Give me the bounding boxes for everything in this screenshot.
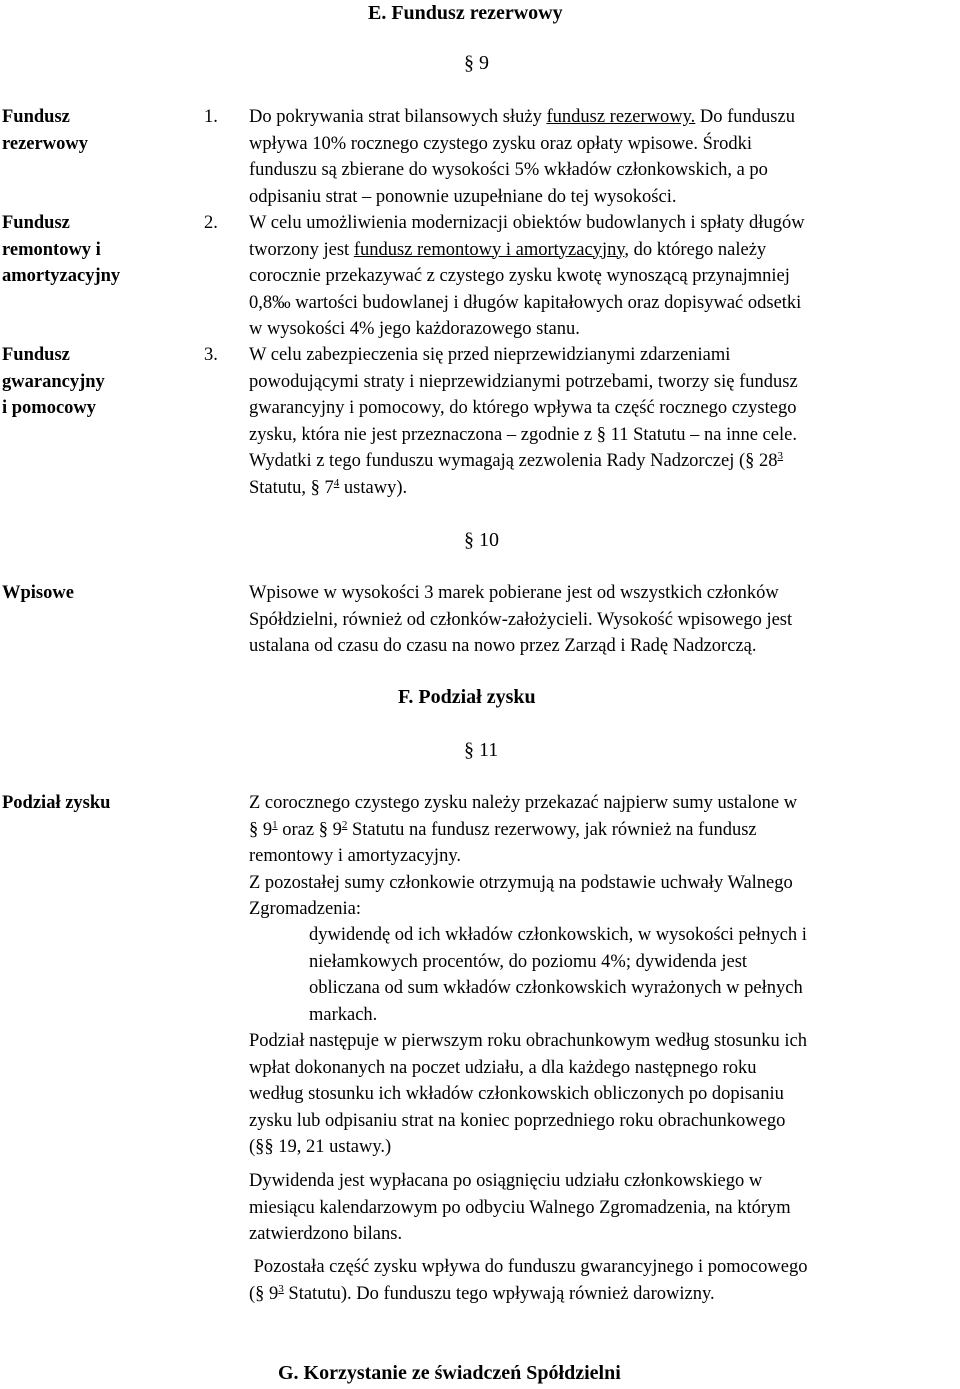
paragraph-11-block-d bbox=[249, 1028, 807, 1161]
margin-label-line: gwarancyjny bbox=[2, 371, 105, 392]
text-line: w wysokości 4% jego każdorazowego stanu. bbox=[249, 319, 580, 339]
text-line: markach. bbox=[309, 1004, 378, 1025]
text-line: W celu zabezpieczenia się przed nieprzewidzianymi zdarzeniami bbox=[249, 345, 731, 365]
text-line: W celu umożliwienia modernizacji obiektów budowlanych i spłaty długów bbox=[249, 213, 805, 233]
text-line: Z corocznego czystego zysku należy przekazać najpierw sumy ustalone w bbox=[249, 793, 798, 813]
text-line bbox=[249, 104, 795, 131]
text-line: Wpisowe w wysokości 3 marek pobierane jest od wszystkich członków bbox=[249, 583, 779, 603]
text-line: funduszu są zbierane do wysokości 5% wkładów członkowskich, a po bbox=[249, 160, 768, 180]
text-line: zatwierdzono bilans. bbox=[249, 1224, 403, 1244]
margin-label-line: rezerwowy bbox=[2, 133, 88, 154]
paragraph-11-dividend-clause bbox=[309, 922, 807, 1028]
paragraph-10-heading: § 10 bbox=[464, 529, 499, 551]
margin-label-wpisowe: Wpisowe bbox=[2, 583, 74, 603]
text-span: oraz § 9 bbox=[277, 819, 342, 840]
margin-label-podzial-zysku: Podział zysku bbox=[2, 793, 111, 813]
text-line bbox=[249, 817, 797, 844]
text-line: Pozostała część zysku wpływa do funduszu gwarancyjnego i pomocowego bbox=[249, 1257, 808, 1277]
section-e-heading: E. Fundusz rezerwowy bbox=[368, 2, 563, 24]
text-span: (§ 9 bbox=[249, 1283, 279, 1304]
text-span: Do funduszu bbox=[695, 107, 795, 127]
text-line: ustalana od czasu do czasu na nowo przez Zarząd i Radę Nadzorczą. bbox=[249, 636, 757, 656]
text-line: według stosunku ich wkładów członkowskich obliczonych po dopisaniu bbox=[249, 1084, 784, 1104]
text-span: Do pokrywania strat bilansowych służy bbox=[249, 107, 547, 127]
margin-label-fundusz-rezerwowy bbox=[2, 104, 88, 157]
text-line: Spółdzielni, również od członków-założycieli. Wysokość wpisowego jest bbox=[249, 609, 793, 630]
text-line: (§§ 19, 21 ustawy.) bbox=[249, 1137, 392, 1157]
superscript: 3 bbox=[777, 450, 783, 462]
text-span: Statutu, § 7 bbox=[249, 477, 334, 498]
margin-label-line: Fundusz bbox=[2, 107, 70, 127]
text-line bbox=[249, 1281, 807, 1308]
paragraph-11-block-a bbox=[249, 790, 797, 923]
list-number: 1. bbox=[204, 107, 218, 127]
text-span: Wydatki z tego funduszu wymagają zezwolenia Rady Nadzorczej (§ 28 bbox=[249, 451, 778, 471]
superscript: 4 bbox=[333, 476, 340, 489]
list-number: 3. bbox=[204, 345, 218, 365]
list-item-fundusz-remontowy bbox=[249, 210, 805, 343]
text-span: § 9 bbox=[249, 819, 273, 840]
text-line: zysku lub odpisaniu strat na koniec poprzedniego roku obrachunkowego bbox=[249, 1110, 786, 1131]
paragraph-11-block-e bbox=[249, 1168, 791, 1248]
fundusz-rezerwowy-term: fundusz rezerwowy. bbox=[546, 107, 696, 127]
text-line: Zgromadzenia: bbox=[249, 899, 361, 919]
superscript: 3 bbox=[278, 1282, 284, 1295]
paragraph-10-body bbox=[249, 580, 792, 660]
text-line: remontowy i amortyzacyjny. bbox=[249, 846, 462, 866]
margin-label-line: Fundusz bbox=[2, 345, 70, 365]
text-span: tworzony jest bbox=[249, 239, 354, 260]
text-line: zysku, która nie jest przeznaczona – zgodnie z § 11 Statutu – na inne cele. bbox=[249, 424, 797, 445]
text-line: wpływa 10% rocznego czystego zysku oraz opłaty wpisowe. Środki bbox=[249, 133, 752, 154]
paragraph-11-block-f bbox=[249, 1254, 807, 1307]
text-line: Podział następuje w pierwszym roku obrachunkowym według stosunku ich bbox=[249, 1031, 807, 1051]
text-span: ustawy). bbox=[339, 477, 408, 498]
text-span: , do którego należy bbox=[624, 239, 767, 260]
text-line: Z pozostałej sumy członkowie otrzymują na podstawie uchwały Walnego bbox=[249, 872, 793, 893]
text-line: powodującymi straty i nieprzewidzianymi potrzebami, tworzy się fundusz bbox=[249, 371, 798, 392]
list-number: 2. bbox=[204, 213, 218, 233]
margin-label-line: Fundusz bbox=[2, 213, 70, 233]
margin-label-fundusz-remontowy bbox=[2, 210, 120, 290]
margin-label-line: i pomocowy bbox=[2, 398, 97, 418]
superscript: 2 bbox=[341, 818, 348, 831]
text-line: odpisaniu strat – ponownie uzupełniane do tej wysokości. bbox=[249, 186, 677, 207]
margin-label-line: amortyzacyjny bbox=[2, 266, 121, 286]
text-line: corocznie przekazywać z czystego zysku kwotę wynoszącą przynajmniej bbox=[249, 266, 790, 286]
section-f-heading: F. Podział zysku bbox=[398, 686, 536, 708]
superscript: 1 bbox=[272, 818, 278, 831]
text-line bbox=[249, 237, 805, 264]
text-span: Statutu). Do funduszu tego wpływają również darowizny. bbox=[283, 1283, 715, 1304]
paragraph-11-heading: § 11 bbox=[464, 739, 499, 761]
text-line: wpłat dokonanych na poczet udziału, a dla każdego następnego roku bbox=[249, 1057, 757, 1078]
list-item-fundusz-gwarancyjny bbox=[249, 342, 798, 501]
fundusz-remontowy-term: fundusz remontowy i amortyzacyjny bbox=[353, 239, 625, 260]
text-line bbox=[249, 475, 798, 502]
text-line bbox=[249, 448, 798, 475]
text-line: niełamkowych procentów, do poziomu 4%; dywidenda jest bbox=[309, 951, 748, 972]
margin-label-fundusz-gwarancyjny bbox=[2, 342, 105, 422]
margin-label-line: remontowy i bbox=[2, 239, 101, 260]
text-line: 0,8‰ wartości budowlanej i długów kapitałowych oraz dopisywać odsetki bbox=[249, 292, 802, 313]
paragraph-9-heading: § 9 bbox=[464, 52, 489, 74]
text-span: Statutu na fundusz rezerwowy, jak również na fundusz bbox=[347, 819, 757, 840]
text-line: miesiącu kalendarzowym po odbyciu Walnego Zgromadzenia, na którym bbox=[249, 1197, 791, 1218]
text-line: Dywidenda jest wypłacana po osiągnięciu udziału członkowskiego w bbox=[249, 1171, 763, 1191]
text-line: dywidendę od ich wkładów członkowskich, w wysokości pełnych i bbox=[309, 925, 807, 945]
text-line: obliczana od sum wkładów członkowskich wyrażonych w pełnych bbox=[309, 978, 803, 998]
text-line: gwarancyjny i pomocowy, do którego wpływa ta część rocznego czystego bbox=[249, 398, 797, 418]
section-g-heading: G. Korzystanie ze świadczeń Spółdzielni bbox=[278, 1362, 621, 1384]
list-item-fundusz-rezerwowy bbox=[249, 104, 795, 210]
